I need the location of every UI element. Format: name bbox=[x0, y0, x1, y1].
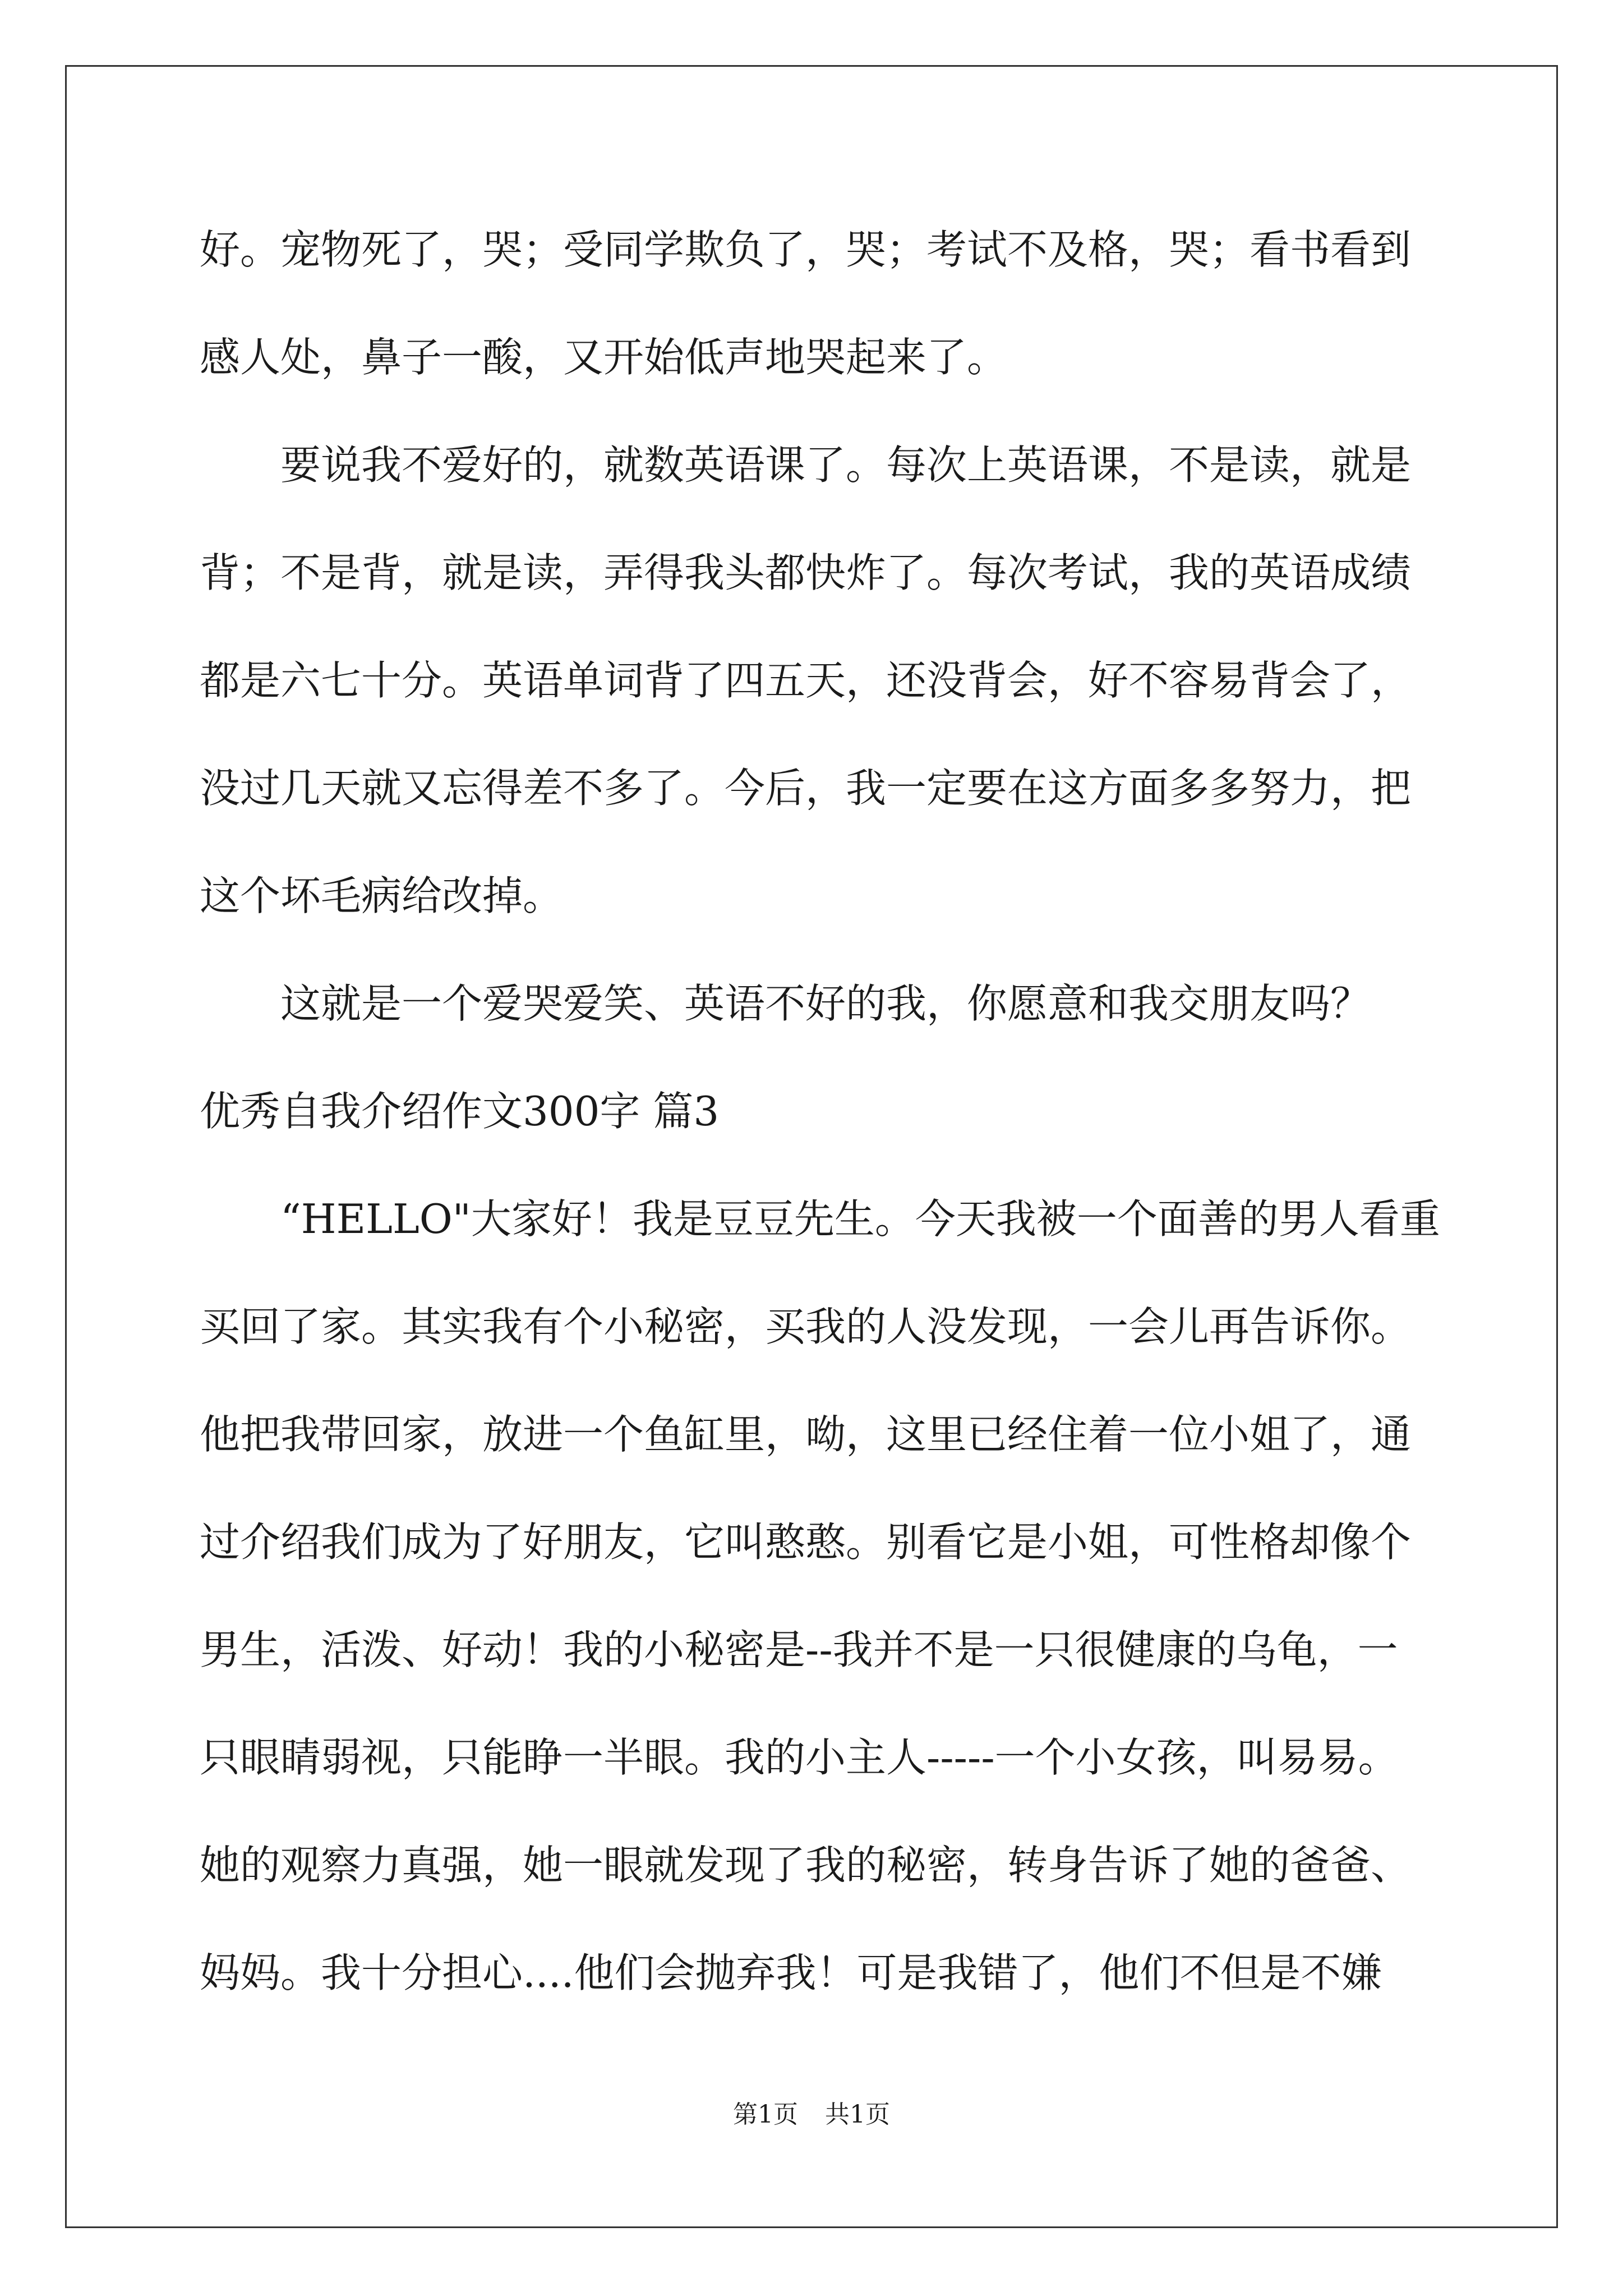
text-line: 都是六七十分。英语单词背了四五天，还没背会，好不容易背会了， bbox=[200, 657, 1412, 704]
paragraph-start: 这就是一个爱哭爱笑、英语不好的我，你愿意和我交朋友吗？ bbox=[280, 980, 1371, 1027]
paragraph-start: “HELLO"大家好！我是豆豆先生。今天我被一个面善的男人看重 bbox=[280, 1195, 1440, 1243]
page-footer bbox=[0, 2098, 1623, 2132]
text-line: 过介绍我们成为了好朋友，它叫憨憨。别看它是小姐，可性格却像个 bbox=[200, 1519, 1412, 1566]
text-line: 她的观察力真强，她一眼就发现了我的秘密，转身告诉了她的爸爸、 bbox=[200, 1842, 1412, 1889]
text-line: 感人处，鼻子一酸，又开始低声地哭起来了。 bbox=[200, 334, 1008, 381]
text-line: 没过几天就又忘得差不多了。今后，我一定要在这方面多多努力，把 bbox=[200, 765, 1412, 812]
paragraph-start: 要说我不爱好的，就数英语课了。每次上英语课，不是读，就是 bbox=[280, 441, 1412, 489]
text-line: 他把我带回家，放进一个鱼缸里，呦，这里已经住着一位小姐了，通 bbox=[200, 1411, 1412, 1458]
page-total: 共1页 bbox=[825, 2100, 890, 2129]
text-line: 背；不是背，就是读，弄得我头都快炸了。每次考试，我的英语成绩 bbox=[200, 549, 1412, 596]
document-body bbox=[200, 216, 1440, 2047]
text-line: 男生，活泼、好动！我的小秘密是--我并不是一只很健康的乌龟，一 bbox=[200, 1626, 1398, 1673]
text-line: 只眼睛弱视，只能睁一半眼。我的小主人-----一个小女孩，叫易易。 bbox=[200, 1734, 1399, 1781]
section-heading: 优秀自我介绍作文300字 篇3 bbox=[200, 1088, 720, 1135]
page-number: 第1页 bbox=[733, 2100, 798, 2129]
text-line: 买回了家。其实我有个小秘密，买我的人没发现，一会儿再告诉你。 bbox=[200, 1303, 1412, 1350]
text-line: 好。宠物死了，哭；受同学欺负了，哭；考试不及格，哭；看书看到 bbox=[200, 226, 1412, 273]
text-line: 妈妈。我十分担心....他们会抛弃我！可是我错了，他们不但是不嫌 bbox=[200, 1949, 1382, 1996]
text-line: 这个坏毛病给改掉。 bbox=[200, 872, 564, 919]
